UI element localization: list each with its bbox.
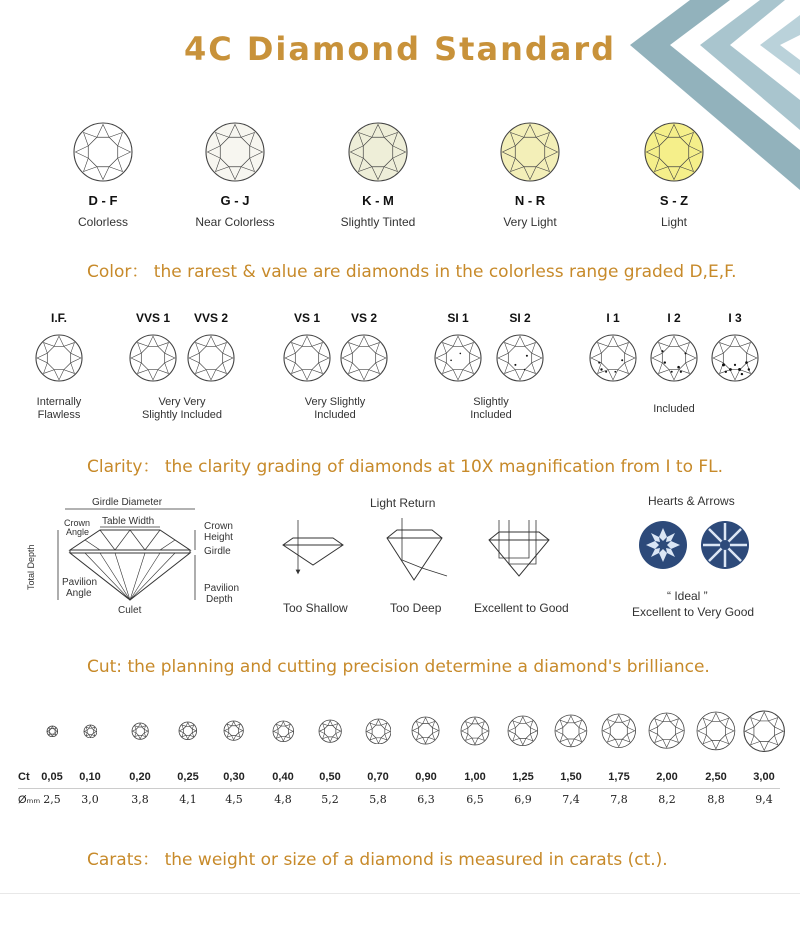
clarity-group-label-4: Included [653, 403, 695, 415]
pavilion-depth-label-2: Depth [206, 594, 233, 605]
carat-value-4: 0,30 [223, 771, 245, 783]
crown-height-label-2: Height [204, 532, 233, 543]
clarity-grade-2: VVS 2 [193, 311, 229, 325]
excellent-to-very-good-label: Excellent to Very Good [632, 605, 755, 619]
carat-caption: Carats： the weight or size of a diamond is measured in carats (ct.). [87, 850, 668, 870]
mm-value-3: 4,1 [179, 793, 197, 806]
carat-divider [18, 788, 780, 789]
carat-value-2: 0,20 [129, 771, 151, 783]
mm-value-9: 6,5 [466, 793, 484, 806]
mm-value-8: 6,3 [417, 793, 435, 806]
carat-diamond-0 [46, 725, 59, 738]
color-label-0: Colorless [77, 215, 128, 229]
hearts-pattern-icon [638, 520, 688, 570]
mm-value-10: 6,9 [514, 793, 532, 806]
carat-diamond-9 [460, 716, 490, 746]
clarity-diamond-6 [496, 334, 544, 382]
carat-diamond-15 [743, 710, 785, 752]
carat-value-5: 0,40 [272, 771, 294, 783]
light-return-label: Light Return [370, 496, 436, 510]
total-depth-label: Total Depth [26, 544, 36, 590]
clarity-diamond-8 [650, 334, 698, 382]
page-title: 4C Diamond Standard [183, 30, 617, 68]
carat-diamond-6 [318, 719, 342, 743]
color-diamond-1 [205, 122, 265, 182]
ct-label: Ct [18, 771, 30, 783]
mm-value-11: 7,4 [562, 793, 580, 806]
clarity-group-sublabel-1: Slightly Included [141, 409, 223, 421]
mm-value-14: 8,8 [707, 793, 725, 806]
clarity-diamond-5 [434, 334, 482, 382]
pavilion-angle-label-1: Pavilion [62, 577, 98, 588]
color-grade-3: N - R [514, 193, 546, 208]
color-grade-2: K - M [362, 193, 394, 208]
clarity-group-label-1: Very Very [158, 396, 206, 408]
carat-diamond-11 [554, 714, 588, 748]
mm-value-6: 5,2 [321, 793, 339, 806]
pavilion-depth-label-1: Pavilion [204, 583, 240, 594]
mm-value-13: 8,2 [658, 793, 676, 806]
color-caption: Color： the rarest & value are diamonds in the colorless range graded D,E,F. [87, 262, 737, 282]
mm-value-5: 4,8 [274, 793, 292, 806]
carat-diamond-4 [223, 720, 244, 741]
clarity-group-sublabel-2: Included [314, 409, 356, 421]
color-diamond-4 [644, 122, 704, 182]
carat-diamond-5 [272, 720, 295, 743]
carat-value-1: 0,10 [79, 771, 101, 783]
excellent-to-good-label: Excellent to Good [474, 601, 569, 615]
carat-value-15: 3,00 [753, 771, 775, 783]
color-diamond-2 [348, 122, 408, 182]
pavilion-angle-label-2: Angle [66, 588, 92, 599]
carat-value-14: 2,50 [705, 771, 727, 783]
clarity-diamond-4 [340, 334, 388, 382]
carat-value-6: 0,50 [319, 771, 341, 783]
culet-label: Culet [118, 605, 142, 616]
carat-diamond-13 [648, 712, 685, 749]
clarity-group-sublabel-3: Included [470, 409, 512, 421]
clarity-group-label-0: Internally [36, 396, 82, 408]
color-label-4: Light [660, 215, 688, 229]
arrows-pattern-icon [700, 520, 750, 570]
cut-caption: Cut: the planning and cutting precision determine a diamond's brilliance. [87, 657, 710, 677]
clarity-diamond-2 [187, 334, 235, 382]
color-label-1: Near Colorless [195, 215, 275, 229]
color-diamond-0 [73, 122, 133, 182]
clarity-group-label-2: Very Slightly [304, 396, 366, 408]
mm-value-1: 3,0 [81, 793, 99, 806]
clarity-grade-5: SI 1 [447, 311, 469, 325]
ideal-label: “ Ideal ” [667, 589, 708, 603]
carat-value-7: 0,70 [367, 771, 389, 783]
girdle-diameter-label: Girdle Diameter [92, 497, 163, 508]
clarity-group-sublabel-0: Flawless [37, 409, 81, 421]
carat-diamond-14 [696, 711, 736, 751]
mm-value-7: 5,8 [369, 793, 387, 806]
carat-value-9: 1,00 [464, 771, 486, 783]
crown-height-label-1: Crown [204, 521, 233, 532]
mm-value-15: 9,4 [755, 793, 773, 806]
carat-diamond-8 [411, 716, 440, 745]
carat-value-8: 0,90 [415, 771, 437, 783]
too-shallow-label: Too Shallow [283, 601, 348, 615]
clarity-group-label-3: Slightly [473, 396, 509, 408]
mm-value-0: 2,5 [43, 793, 61, 806]
carat-value-11: 1,50 [560, 771, 582, 783]
clarity-grade-9: I 3 [728, 311, 742, 325]
table-width-label: Table Width [102, 516, 155, 527]
color-grade-4: S - Z [659, 193, 689, 208]
clarity-grade-8: I 2 [667, 311, 681, 325]
too-deep-diagram [382, 518, 452, 588]
too-deep-label: Too Deep [390, 601, 442, 615]
crown-angle-label-2: Angle [66, 527, 90, 537]
color-label-2: Slightly Tinted [340, 215, 416, 229]
clarity-grade-6: SI 2 [509, 311, 531, 325]
carat-diamond-7 [365, 718, 392, 745]
carat-diamond-10 [507, 715, 539, 747]
carat-diamond-12 [601, 713, 637, 749]
clarity-diamond-9 [711, 334, 759, 382]
excellent-cut-diagram [484, 518, 559, 583]
mm-label: Øₘₘ [18, 794, 41, 806]
clarity-grade-1: VVS 1 [135, 311, 171, 325]
clarity-grade-0: I.F. [50, 311, 67, 325]
bottom-divider [0, 893, 800, 894]
carat-diamond-2 [131, 722, 149, 740]
mm-value-2: 3,8 [131, 793, 149, 806]
mm-value-12: 7,8 [610, 793, 628, 806]
clarity-grade-3: VS 1 [293, 311, 320, 325]
color-grade-1: G - J [220, 193, 250, 208]
carat-value-3: 0,25 [177, 771, 199, 783]
clarity-diamond-3 [283, 334, 331, 382]
clarity-diamond-0 [35, 334, 83, 382]
carat-value-10: 1,25 [512, 771, 534, 783]
clarity-grade-7: I 1 [606, 311, 620, 325]
clarity-caption: Clarity： the clarity grading of diamonds at 10X magnification from I to FL. [87, 457, 724, 477]
carat-diamond-3 [178, 721, 198, 741]
hearts-arrows-label: Hearts & Arrows [648, 494, 735, 508]
crown-angle-label-1: Crown [64, 518, 91, 528]
clarity-diamond-7 [589, 334, 637, 382]
carat-value-0: 0,05 [41, 771, 63, 783]
carat-diamond-1 [83, 724, 98, 739]
clarity-grade-4: VS 2 [350, 311, 377, 325]
carat-value-13: 2,00 [656, 771, 678, 783]
girdle-label: Girdle [204, 546, 231, 557]
color-diamond-3 [500, 122, 560, 182]
carat-value-12: 1,75 [608, 771, 630, 783]
mm-value-4: 4,5 [225, 793, 243, 806]
too-shallow-diagram [278, 520, 348, 580]
color-label-3: Very Light [503, 215, 557, 229]
color-grade-0: D - F [88, 193, 118, 208]
clarity-diamond-1 [129, 334, 177, 382]
